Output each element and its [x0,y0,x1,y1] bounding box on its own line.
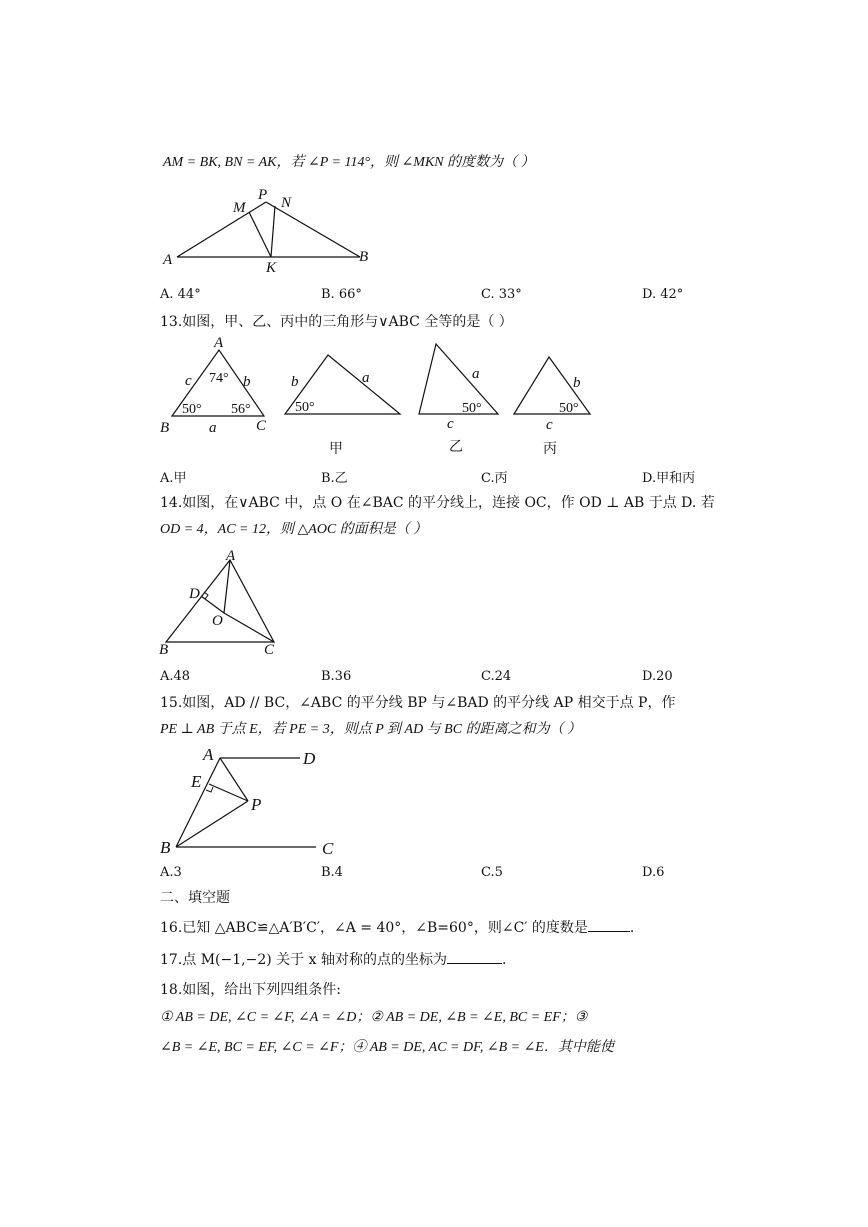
q14-label-C: C [264,642,275,658]
q13-label-A: A [214,335,224,351]
q13-yi-c: c [447,416,454,432]
q13-jia-name: 甲 [329,442,343,457]
q13-bing-name: 丙 [543,442,557,457]
q17-text: 17.点 M(−1,−2) 关于 x 轴对称的点的坐标为 [160,952,447,968]
q13-angle-C: 56° [231,402,251,417]
q14-option-a: A.48 [160,669,191,684]
q12-stem: AM = BK, BN = AK，若 ∠P = 114°，则 ∠MKN 的度数为（ ） [163,155,535,170]
q12-option-d: D. 42° [642,287,684,302]
q12-label-K: K [266,260,277,276]
q13-option-d: D.甲和丙 [642,471,696,486]
q14-option-b: B.36 [321,669,352,684]
q14-figure [158,546,288,658]
q15-label-D: D [303,749,316,768]
q13-option-c: C.丙 [481,471,508,486]
q13-angle-B: 50° [182,402,202,417]
q13-figure-yi [414,340,504,460]
q12-label-A: A [163,252,173,268]
q17-answer-blank[interactable] [447,949,502,964]
q13-stem: 13.如图，甲、乙、丙中的三角形与∨ABC 全等的是（ ） [160,314,513,330]
q13-label-c: c [185,373,192,389]
q13-label-B: B [160,420,170,436]
q15-label-C: C [322,839,334,858]
q14-option-d: D.20 [642,669,673,684]
q16-answer-blank[interactable] [588,917,630,932]
q13-angle-A: 74° [209,371,229,386]
q15-stem-line1: 15.如图，AD // BC，∠ABC 的平分线 BP 与∠BAD 的平分线 AP 相交于点 P，作 [160,695,676,711]
q13-option-b: B.乙 [321,471,348,486]
q15-option-d: D.6 [642,865,665,880]
q13-yi-name: 乙 [449,440,463,455]
q12-option-a: A. 44° [160,287,201,302]
q13-jia-b: b [291,374,299,390]
q15-option-c: C.5 [481,865,503,880]
q13-jia-a: a [362,370,370,386]
q13-bing-c: c [546,417,553,433]
q13-figure-abc [158,335,283,440]
q12-figure [160,185,380,280]
q15-label-E: E [191,772,202,791]
q18-stem-line1: 18.如图，给出下列四组条件: [160,982,341,998]
q17-stem [160,949,506,969]
section-heading: 二、填空题 [160,890,230,906]
q12-option-b: B. 66° [321,287,362,302]
q14-label-O: O [212,613,223,629]
q15-option-b: B.4 [321,865,343,880]
q15-label-A: A [203,745,214,764]
q12-option-c: C. 33° [481,287,522,302]
q13-bing-b: b [573,375,581,391]
q14-stem-line2: OD = 4，AC = 12，则 △AOC 的面积是（ ） [160,522,428,537]
q13-label-a: a [209,420,217,436]
q13-figure-bing [510,350,600,460]
q18-stem-line3: ∠B = ∠E, BC = EF, ∠C = ∠F；④ AB = DE, AC = DF, ∠B = ∠E．其中能使 [160,1040,614,1055]
q14-option-c: C.24 [481,669,512,684]
q15-label-P: P [251,795,262,814]
q15-option-a: A.3 [160,865,182,880]
q13-yi-a: a [472,366,480,382]
q14-stem-line1: 14.如图，在∨ABC 中，点 O 在∠BAC 的平分线上，连接 OC，作 OD ⊥ AB 于点 D. 若 [160,495,715,511]
q15-figure [158,744,348,864]
q13-bing-angle: 50° [559,401,579,416]
q13-yi-angle: 50° [462,401,482,416]
q12-label-M: M [233,200,246,216]
q13-jia-angle: 50° [295,400,315,415]
q16-end: . [629,920,635,936]
q12-label-N: N [281,195,292,211]
q16-text: 16.已知 △ABC≌△A′B′C′，∠A = 40°，∠B=60°，则∠C′ 的度数是 [160,920,588,936]
q14-label-A: A [226,548,236,564]
q12-label-B: B [359,249,369,265]
q12-label-P: P [258,187,268,203]
q17-end: . [501,952,507,968]
q14-label-D: D [189,586,200,602]
q16-stem [160,917,634,937]
q13-option-a: A.甲 [160,471,187,486]
q15-label-B: B [160,838,171,857]
q13-label-b: b [243,374,251,390]
q13-figure-jia [280,348,405,458]
q14-label-B: B [159,642,169,658]
q15-stem-line2: PE ⊥ AB 于点 E，若 PE = 3，则点 P 到 AD 与 BC 的距离之和为（ ） [160,722,582,737]
q18-stem-line2: ① AB = DE, ∠C = ∠F, ∠A = ∠D；② AB = DE, ∠B = ∠E, BC = EF；③ [160,1010,588,1025]
q13-label-C: C [256,418,267,434]
